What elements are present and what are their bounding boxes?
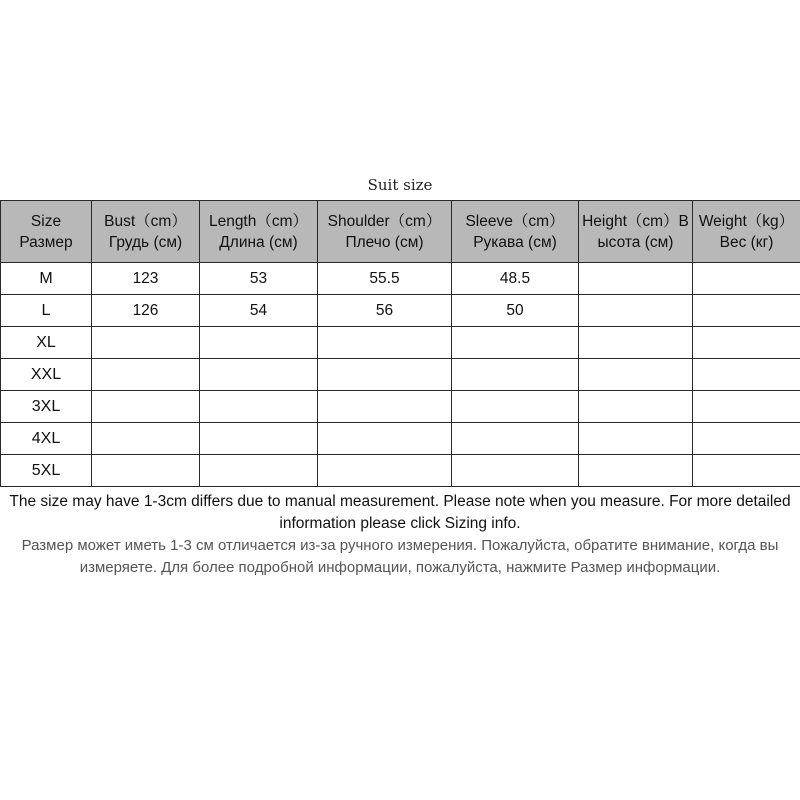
header-height: Height（cm）В ысота (см): [579, 201, 693, 263]
header-size: Size Размер: [1, 201, 92, 263]
cell-bust: [92, 327, 200, 359]
cell-bust: [92, 359, 200, 391]
measurement-note-ru: Размер может иметь 1-3 см отличается из-за ручного измерения. Пожалуйста, обратите внимание, когда вы измеряете. Для более подробной информации, пожалуйста, нажмите Размер информации.: [21, 537, 779, 576]
cell-size: XL: [1, 327, 92, 359]
cell-sleeve: [452, 359, 579, 391]
table-title: Suit size: [367, 176, 433, 194]
cell-weight: [693, 327, 800, 359]
table-row: [1, 391, 800, 423]
cell-shoulder: [318, 391, 452, 423]
header-sleeve: Sleeve（cm） Рукава (см): [452, 201, 579, 263]
cell-size: 4XL: [1, 423, 92, 455]
cell-sleeve: [452, 455, 579, 487]
cell-sleeve: [452, 327, 579, 359]
header-row: [1, 201, 800, 263]
cell-size: 5XL: [1, 455, 92, 487]
header-shoulder: Shoulder（cm） Плечо (см): [318, 201, 452, 263]
cell-length: 53: [200, 263, 318, 295]
header-bust: Bust（cm） Грудь (см): [92, 201, 200, 263]
table-row: [1, 359, 800, 391]
cell-size: XXL: [1, 359, 92, 391]
cell-shoulder: 56: [318, 295, 452, 327]
cell-height: [579, 327, 693, 359]
cell-sleeve: [452, 391, 579, 423]
cell-length: [200, 359, 318, 391]
cell-size: 3XL: [1, 391, 92, 423]
table-body: [1, 263, 800, 487]
table-row: [1, 327, 800, 359]
cell-shoulder: [318, 327, 452, 359]
cell-length: [200, 327, 318, 359]
cell-height: [579, 455, 693, 487]
cell-bust: 123: [92, 263, 200, 295]
cell-weight: [693, 263, 800, 295]
cell-height: [579, 423, 693, 455]
cell-length: [200, 423, 318, 455]
cell-length: [200, 391, 318, 423]
cell-shoulder: [318, 455, 452, 487]
cell-height: [579, 295, 693, 327]
cell-height: [579, 359, 693, 391]
cell-shoulder: [318, 359, 452, 391]
table-row: [1, 423, 800, 455]
size-table: [0, 200, 800, 487]
cell-bust: 126: [92, 295, 200, 327]
header-weight: Weight（kg） Вес (кг): [693, 201, 800, 263]
table-row: [1, 263, 800, 295]
cell-bust: [92, 391, 200, 423]
table-row: [1, 295, 800, 327]
table-row: [1, 455, 800, 487]
cell-length: [200, 455, 318, 487]
cell-weight: [693, 295, 800, 327]
cell-bust: [92, 455, 200, 487]
cell-weight: [693, 391, 800, 423]
header-length: Length（cm） Длина (см): [200, 201, 318, 263]
cell-sleeve: [452, 423, 579, 455]
measurement-note-en: The size may have 1-3cm differs due to manual measurement. Please note when you measure. For more detailed information please click Sizing info.: [9, 493, 791, 532]
cell-shoulder: 55.5: [318, 263, 452, 295]
cell-weight: [693, 359, 800, 391]
cell-sleeve: 48.5: [452, 263, 579, 295]
cell-shoulder: [318, 423, 452, 455]
cell-sleeve: 50: [452, 295, 579, 327]
cell-weight: [693, 455, 800, 487]
cell-size: M: [1, 263, 92, 295]
cell-height: [579, 391, 693, 423]
cell-length: 54: [200, 295, 318, 327]
cell-height: [579, 263, 693, 295]
cell-bust: [92, 423, 200, 455]
cell-weight: [693, 423, 800, 455]
cell-size: L: [1, 295, 92, 327]
